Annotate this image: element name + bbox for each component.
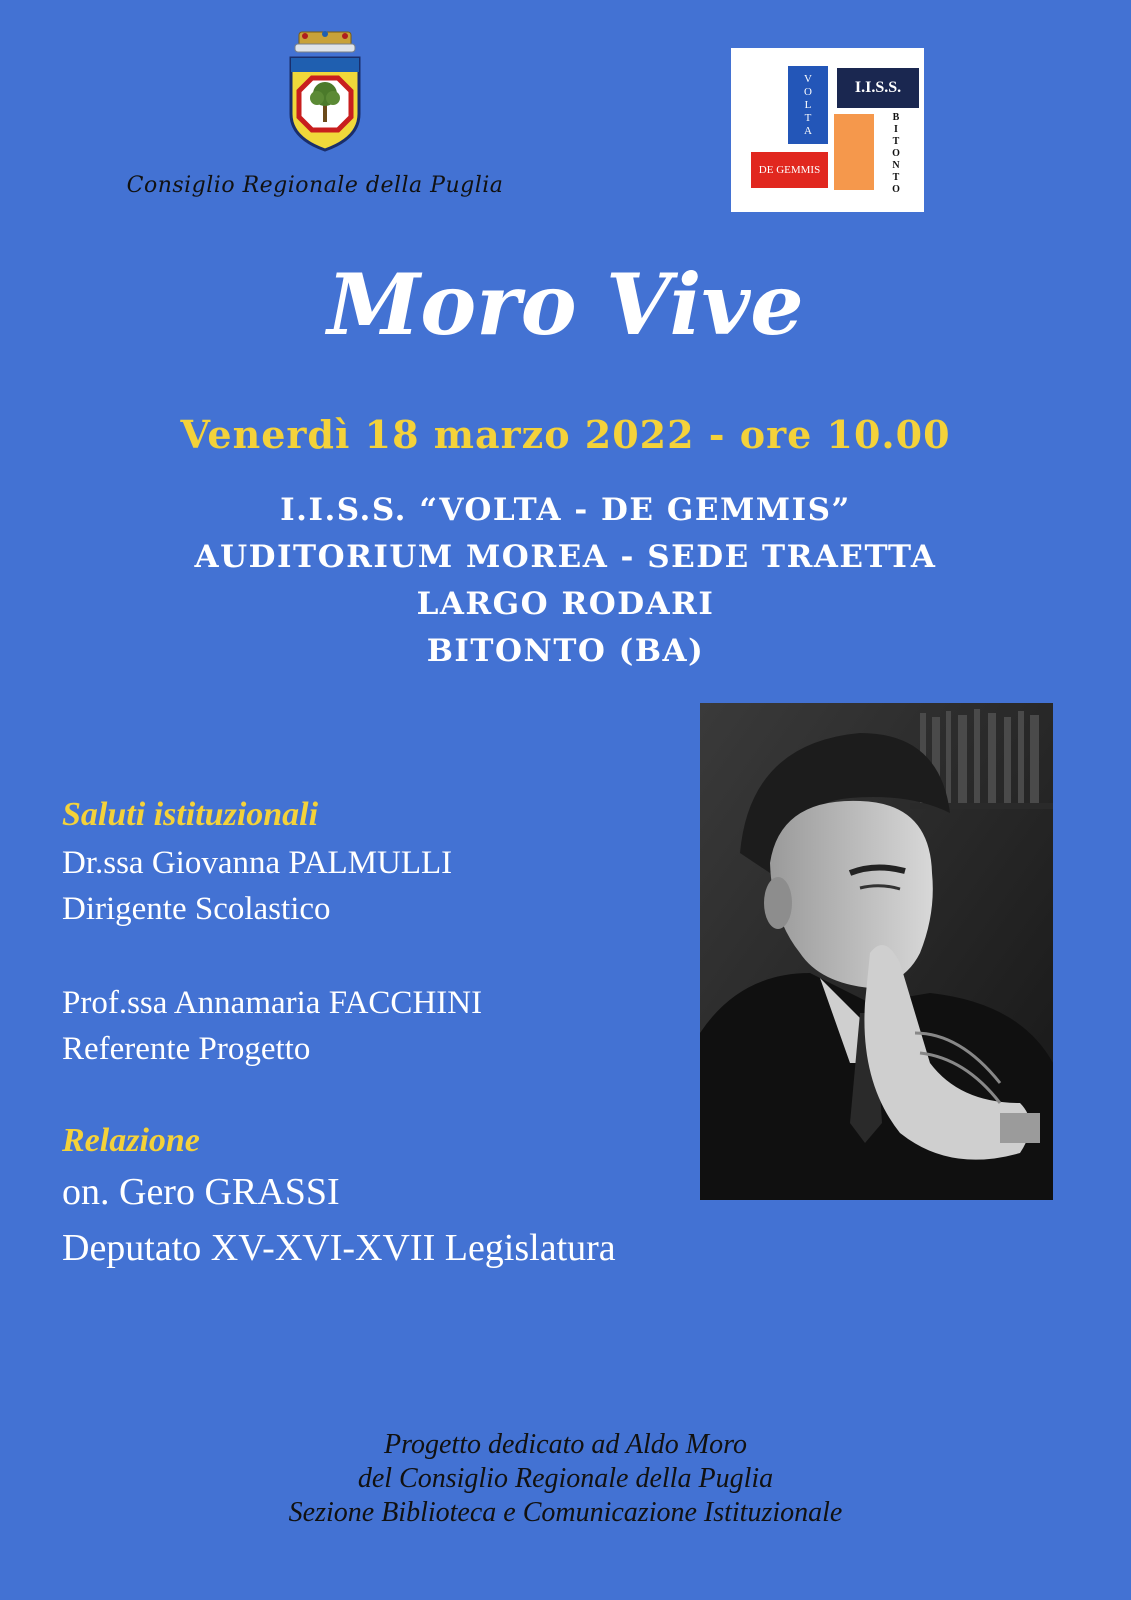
greeting-name: Prof.ssa Annamaria FACCHINI <box>62 985 483 1021</box>
greeting-name: Dr.ssa Giovanna PALMULLI <box>62 845 453 881</box>
venue-line: I.I.S.S. “VOLTA - DE GEMMIS” <box>280 492 851 528</box>
school-logo-iiss: I.I.S.S. <box>837 68 919 108</box>
event-date: Venerdì 18 marzo 2022 - ore 10.00 <box>180 412 951 457</box>
school-logo-volta: VOLTA <box>788 66 828 144</box>
footer-line: Sezione Biblioteca e Comunicazione Istituzionale <box>288 1497 843 1528</box>
portrait-photo <box>700 703 1053 1200</box>
venue-line: BITONTO (BA) <box>426 633 705 669</box>
school-logo-bitonto: BITONTO <box>890 112 902 196</box>
greetings-label: Saluti istituzionali <box>62 796 319 833</box>
school-logo <box>731 48 924 212</box>
footer-line: del Consiglio Regionale della Puglia <box>357 1463 774 1494</box>
school-logo-orange-block <box>834 114 874 190</box>
event-venue <box>0 487 1131 675</box>
regional-emblem-logo <box>285 28 365 154</box>
footer-line: Progetto dedicato ad Aldo Moro <box>384 1429 747 1460</box>
speaker-role: Deputato XV-XVI-XVII Legislatura <box>62 1227 616 1269</box>
venue-line: AUDITORIUM MOREA - SEDE TRAETTA <box>194 539 937 575</box>
venue-line: LARGO RODARI <box>416 586 715 622</box>
greeting-role: Referente Progetto <box>62 1031 311 1067</box>
event-title: Moro Vive <box>327 255 804 354</box>
council-name: Consiglio Regionale della Puglia <box>126 173 504 198</box>
greeting-role: Dirigente Scolastico <box>62 891 331 927</box>
school-logo-de-gemmis: DE GEMMIS <box>751 152 828 188</box>
talk-label: Relazione <box>62 1122 200 1159</box>
footer-credits <box>0 1428 1131 1530</box>
speaker-name: on. Gero GRASSI <box>62 1171 340 1213</box>
